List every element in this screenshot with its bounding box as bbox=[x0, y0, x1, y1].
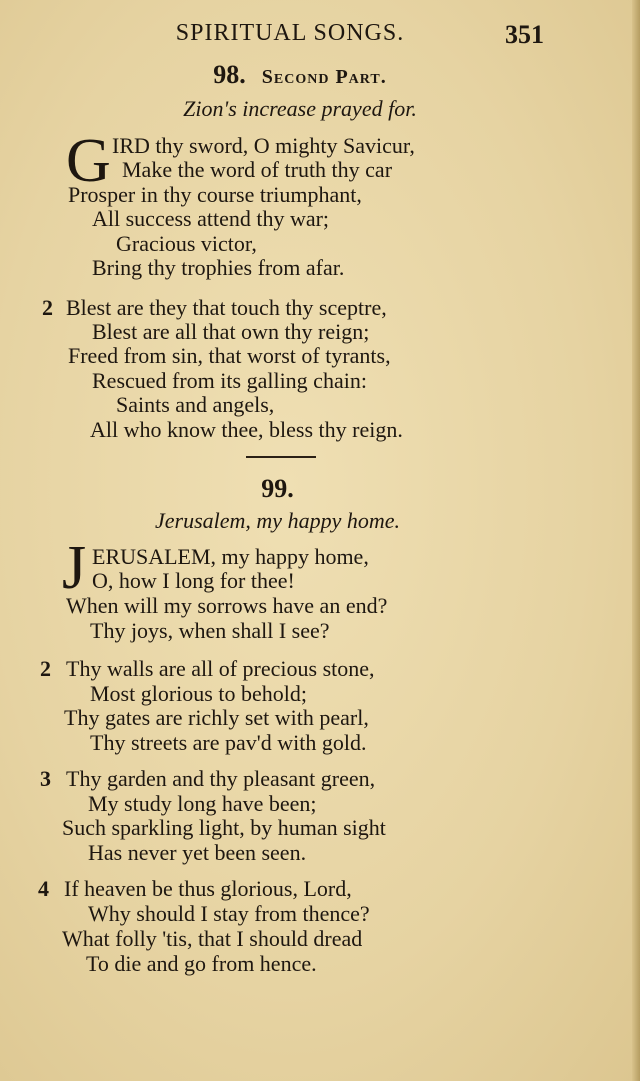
hymn-99-s4-line: To die and go from hence. bbox=[86, 951, 317, 976]
hymn-99-number: 99. bbox=[261, 474, 294, 503]
hymn-99-s3-line: Thy garden and thy pleasant green, bbox=[66, 766, 376, 791]
hymn-99-s2-line: Thy gates are richly set with pearl, bbox=[64, 705, 369, 730]
hymn-99-dropcap: J bbox=[62, 534, 87, 602]
hymn-99-s4-line: If heaven be thus glorious, Lord, bbox=[64, 876, 352, 901]
hymn-99-subtitle: Jerusalem, my happy home. bbox=[155, 508, 400, 533]
hymn-98-heading bbox=[0, 60, 600, 90]
hymn-98-s2-line: All who know thee, bless thy reign. bbox=[90, 417, 403, 442]
hymn-99-verse-number: 4 bbox=[38, 876, 49, 901]
hymn-99-s2-line: Most glorious to behold; bbox=[90, 681, 307, 706]
hymn-98-s1-line: Gracious victor, bbox=[116, 231, 257, 256]
hymn-99-verse-number: 3 bbox=[40, 766, 51, 791]
hymn-98-s2-line: Blest are all that own thy reign; bbox=[92, 319, 370, 344]
hymn-99-s3-line: Has never yet been seen. bbox=[88, 840, 307, 865]
hymn-99-s4-line: Why should I stay from thence? bbox=[88, 901, 370, 926]
hymn-99-s2-line: Thy walls are all of precious stone, bbox=[66, 656, 375, 681]
hymn-99-s3-line: My study long have been; bbox=[88, 791, 317, 816]
hymn-99-s1-line: When will my sorrows have an end? bbox=[66, 593, 388, 618]
hymn-99-s3-line: Such sparkling light, by human sight bbox=[62, 815, 386, 840]
hymn-99-heading bbox=[0, 474, 555, 504]
hymn-98-s2-line: Rescued from its galling chain: bbox=[92, 368, 367, 393]
hymn-98-s1-line: Bring thy trophies from afar. bbox=[92, 255, 345, 280]
hymn-98-s2-line: Blest are they that touch thy sceptre, bbox=[66, 295, 387, 320]
hymn-99-s2-line: Thy streets are pav'd with gold. bbox=[90, 730, 367, 755]
hymn-98-part: Second Part. bbox=[261, 66, 387, 88]
hymn-99-s1-line: O, how I long for thee! bbox=[92, 568, 295, 593]
hymn-98-verse-number: 2 bbox=[42, 295, 53, 320]
hymn-98-s1-line: Make the word of truth thy car bbox=[122, 157, 393, 182]
hymn-98-number: 98. bbox=[213, 60, 246, 89]
page-number: 351 bbox=[505, 20, 544, 49]
hymn-98-dropcap: G bbox=[66, 127, 111, 195]
hymn-98-s1-line: All success attend thy war; bbox=[92, 206, 330, 231]
hymn-99-s4-line: What folly 'tis, that I should dread bbox=[62, 926, 363, 951]
hymn-98-s2-line: Saints and angels, bbox=[116, 392, 275, 417]
hymn-99-s1-line: Thy joys, when shall I see? bbox=[90, 618, 330, 643]
hymn-99-s1-line: ERUSALEM, my happy home, bbox=[92, 544, 369, 569]
section-divider bbox=[246, 456, 316, 458]
hymn-98-s1-line: IRD thy sword, O mighty Savicur, bbox=[112, 133, 415, 158]
hymn-98-s2-line: Freed from sin, that worst of tyrants, bbox=[68, 343, 391, 368]
page-edge bbox=[632, 0, 640, 1081]
hymn-99-verse-number: 2 bbox=[40, 656, 51, 681]
running-header-title: SPIRITUAL SONGS. bbox=[175, 20, 405, 46]
hymn-98-subtitle: Zion's increase prayed for. bbox=[183, 96, 417, 121]
hymn-98-s1-line: Prosper in thy course triumphant, bbox=[68, 182, 362, 207]
